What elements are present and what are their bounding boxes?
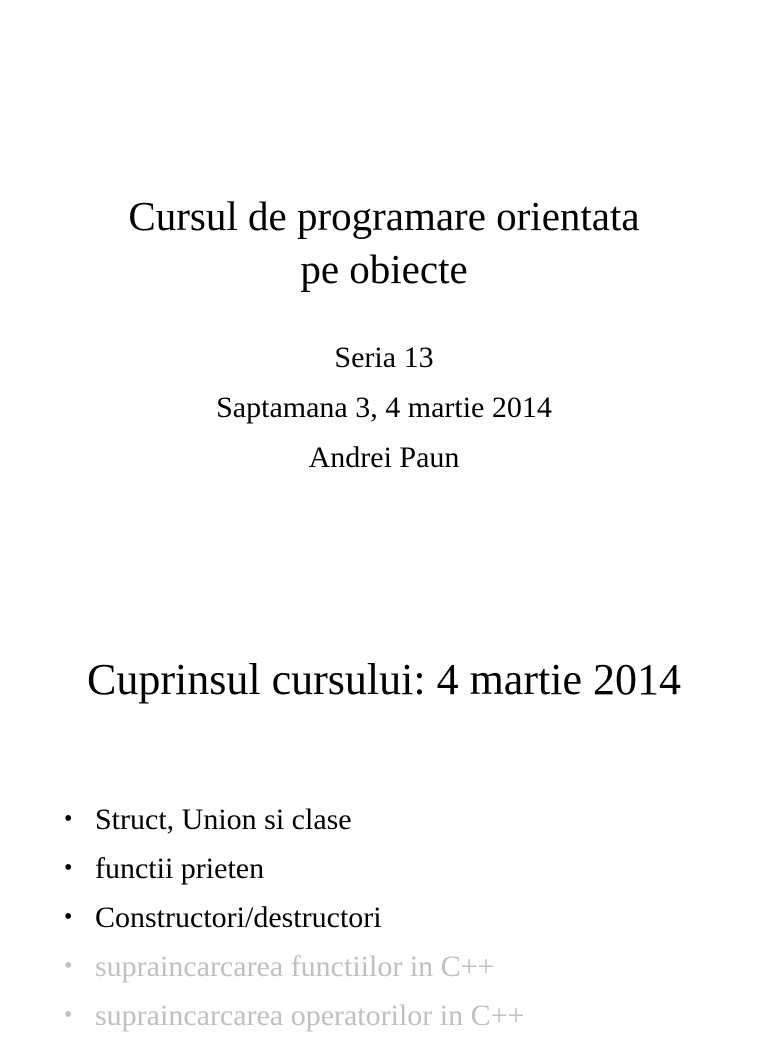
list-item-text: functii prieten (95, 852, 265, 885)
list-item (64, 844, 524, 893)
author-name: Andrei Paun (308, 441, 460, 474)
slide-title-line-2: pe obiecte (300, 246, 468, 292)
contents-list (64, 795, 524, 1040)
list-item-dimmed (64, 991, 524, 1040)
series-label: Seria 13 (334, 341, 434, 374)
slide-subtitle (0, 333, 768, 483)
bullet-icon: • (64, 1002, 73, 1028)
contents-title: Cuprinsul cursului: 4 martie 2014 (87, 655, 681, 704)
list-item (64, 893, 524, 942)
bullet-icon: • (64, 953, 73, 979)
list-item-text: supraincarcarea operatorilor in C++ (95, 999, 525, 1032)
contents-slide (0, 590, 768, 1032)
list-item-text: supraincarcarea functiilor in C++ (95, 950, 495, 983)
week-date-label: Saptamana 3, 4 martie 2014 (216, 391, 552, 424)
slide-title (0, 190, 768, 296)
list-item-dimmed (64, 942, 524, 991)
list-item (64, 795, 524, 844)
list-item-text: Struct, Union si clase (95, 803, 352, 836)
slide-title-line-1: Cursul de programare orientata (128, 193, 640, 239)
list-item-text: Constructori/destructori (95, 901, 382, 934)
bullet-icon: • (64, 855, 73, 881)
bullet-icon: • (64, 806, 73, 832)
bullet-icon: • (64, 904, 73, 930)
